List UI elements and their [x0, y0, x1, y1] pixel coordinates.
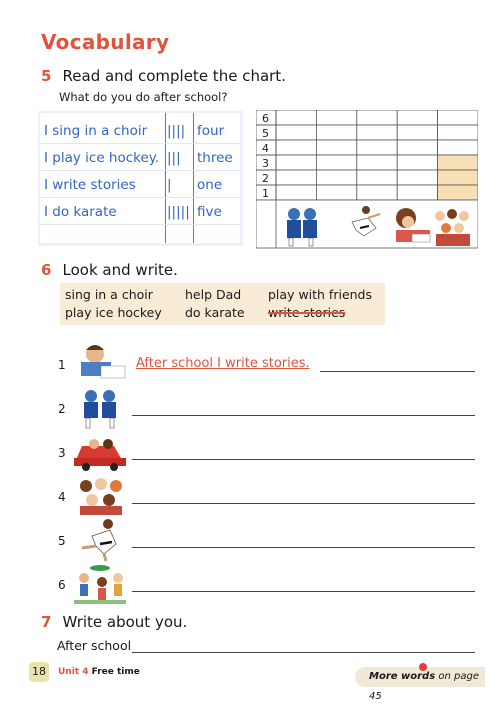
answer-line	[132, 459, 475, 460]
tally-count: four	[197, 123, 225, 139]
chart-cell	[438, 110, 478, 125]
karate-icon	[78, 518, 124, 562]
word-bank-item: do karate	[185, 305, 245, 320]
activity-chart	[256, 110, 478, 250]
ex6-header	[41, 260, 178, 279]
row-number: 3	[58, 446, 66, 460]
word-bank-item: play ice hockey	[65, 305, 162, 320]
word-bank-item-used: write stories	[268, 305, 346, 320]
chart-cell	[316, 170, 356, 185]
page-title: Vocabulary	[41, 30, 170, 54]
answer-line	[132, 415, 475, 416]
unit-title: Free time	[91, 667, 140, 677]
word-bank-item: play with friends	[268, 287, 373, 302]
chart-cell	[397, 155, 437, 170]
friends-playing-icon	[72, 562, 128, 606]
chart-cell	[276, 170, 316, 185]
chart-cell	[438, 125, 478, 140]
word-bank-item: sing in a choir	[65, 287, 153, 302]
chart-axis-label: 4	[262, 142, 269, 155]
unit-number: Unit 4	[58, 667, 89, 677]
chart-cell	[438, 140, 478, 155]
chart-cell	[316, 140, 356, 155]
more-words-page: on page 45	[369, 671, 479, 702]
chart-axis-label: 3	[262, 157, 269, 170]
answer-line	[320, 371, 475, 372]
chart-cell	[357, 125, 397, 140]
tally-count: three	[197, 150, 233, 166]
tally-marks: |||	[167, 150, 181, 166]
chart-cell	[438, 170, 478, 185]
ex5-number: 5	[41, 67, 52, 85]
chart-cell	[357, 185, 397, 200]
chart-cell	[357, 155, 397, 170]
chart-cell	[276, 140, 316, 155]
ex5-instruction: Read and complete the chart.	[62, 67, 286, 85]
tally-marks: ||||	[167, 123, 186, 139]
answer-line	[132, 547, 475, 548]
help-dad-car-icon	[72, 434, 128, 472]
chart-cell	[397, 110, 437, 125]
ex6-instruction: Look and write.	[62, 261, 178, 279]
chart-cell	[397, 140, 437, 155]
chart-cell	[438, 155, 478, 170]
chart-axis-label: 1	[262, 187, 269, 200]
chart-cell	[357, 140, 397, 155]
hockey-players-icon	[78, 388, 124, 430]
chart-cell	[276, 155, 316, 170]
chart-axis-label: 5	[262, 127, 269, 140]
answer-line	[132, 652, 475, 653]
chart-cell	[316, 125, 356, 140]
ex7-prompt: After school	[57, 638, 132, 653]
more-words-label: More words	[369, 671, 436, 682]
tally-activity: I sing in a choir	[44, 123, 148, 139]
tally-activity: I do karate	[44, 204, 117, 220]
row-number: 6	[58, 578, 66, 592]
ex7-number: 7	[41, 613, 52, 631]
chart-cell	[316, 155, 356, 170]
tally-count: five	[197, 204, 222, 220]
answer-line	[132, 591, 475, 592]
chart-cell	[276, 185, 316, 200]
word-bank	[60, 283, 385, 325]
chart-cell	[357, 110, 397, 125]
chart-cell	[316, 110, 356, 125]
row-number: 5	[58, 534, 66, 548]
answer-line	[132, 503, 475, 504]
chart-cell	[357, 170, 397, 185]
row-number: 1	[58, 358, 66, 372]
chart-cell	[276, 110, 316, 125]
word-bank-item: help Dad	[185, 287, 242, 302]
page-number: 18	[29, 662, 49, 682]
ex7-header	[41, 612, 187, 631]
ex5-header	[41, 66, 286, 85]
chart-cell	[276, 125, 316, 140]
chart-cell	[397, 185, 437, 200]
row-number: 4	[58, 490, 66, 504]
ex7-instruction: Write about you.	[62, 613, 188, 631]
row-number: 2	[58, 402, 66, 416]
tally-sheet	[40, 113, 240, 243]
tally-activity: I play ice hockey.	[44, 150, 160, 166]
ex5-question: What do you do after school?	[59, 90, 228, 104]
tally-marks: |	[167, 177, 172, 193]
tally-activity: I write stories	[44, 177, 136, 193]
ex6-number: 6	[41, 261, 52, 279]
choir-icon	[76, 476, 126, 516]
chart-cell	[397, 170, 437, 185]
tally-count: one	[197, 177, 223, 193]
tally-marks: |||||	[167, 204, 190, 220]
chart-cell	[397, 125, 437, 140]
chart-cell	[438, 185, 478, 200]
unit-label	[58, 667, 140, 677]
chart-axis-label: 2	[262, 172, 269, 185]
chart-axis-label: 6	[262, 112, 269, 125]
writing-boy-icon	[75, 340, 129, 380]
red-dot-icon	[419, 663, 427, 671]
ex6-example-answer: After school I write stories.	[136, 356, 310, 371]
chart-cell	[316, 185, 356, 200]
